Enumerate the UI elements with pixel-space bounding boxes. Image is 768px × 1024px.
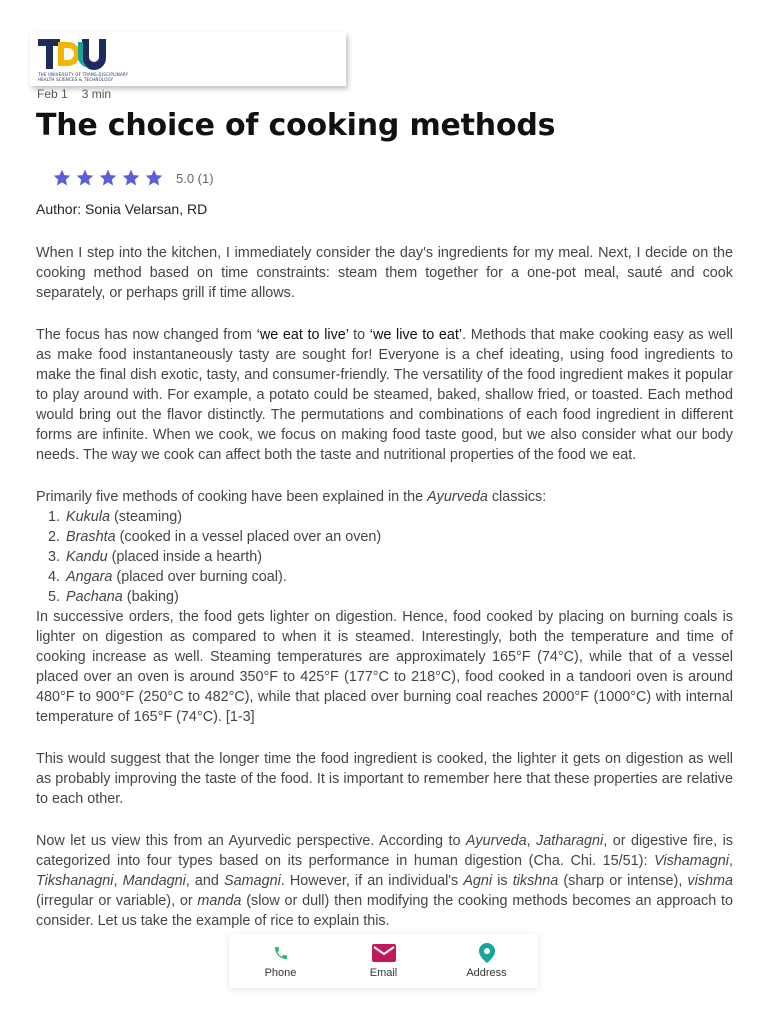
contact-action-bar: [229, 934, 538, 988]
list-item: 1. Kukula (steaming): [64, 507, 733, 527]
post-author: Author: Sonia Velarsan, RD: [36, 201, 208, 217]
star-icon[interactable]: [121, 168, 141, 188]
logo-tagline-1: THE UNIVERSITY OF TRANS-DISCIPLINARY: [38, 72, 129, 77]
article-body: [36, 243, 733, 953]
star-icon[interactable]: [98, 168, 118, 188]
list-item: 5. Pachana (baking): [64, 587, 733, 607]
paragraph-temperatures: In successive orders, the food gets lighter on digestion. Hence, food cooked by placing on burning coals is lighter on digestion as compared to when it is steamed. Interestingly, both the temperature and time of cooking increase as well. Steaming temperatures are approximately 165°F (74°C), while that of a vessel placed over an oven is around 350°F to 425°F (177°C to 218°C), food cooked in a tandoori oven is around 480°F to 900°F (250°C to 482°C), while that placed over burning coal reaches 2000°F (1000°C) with internal temperature of 165°F (74°C). [1-3]: [36, 609, 733, 725]
paragraph-methods-intro: Primarily five methods of cooking have been explained in the Ayurveda classics:: [36, 489, 547, 505]
post-title: The choice of cooking methods: [36, 108, 556, 143]
email-button[interactable]: [339, 943, 429, 979]
logo-tagline-2: HEALTH SCIENCES & TECHNOLOGY: [38, 77, 114, 82]
address-label: Address: [466, 967, 507, 979]
paragraph-ayurveda: Now let us view this from an Ayurvedic perspective. According to Ayurveda, Jatharagni, or digestive fire, is categorized into four types based on its performance in human digestion (Cha. Chi. 15/51): Vishamagni, Tikshanagni, Mandagni, and Samagni. However, if an individual's Agni is tikshna (sharp or intense), vishma (irregular or variable), or manda (slow or dull) then modifying the cooking methods becomes an approach to consider. Let us take the example of rice to explain this.: [36, 833, 734, 929]
quote-eat-to-live: ‘we eat to live’: [256, 327, 349, 343]
star-icon[interactable]: [144, 168, 164, 188]
list-item: 2. Brashta (cooked in a vessel placed over an oven): [64, 527, 733, 547]
tdu-logo: [38, 38, 112, 70]
paragraph-intro: When I step into the kitchen, I immediately consider the day's ingredients for my meal. Next, I decide on the cooking method based on time constraints: steam them together for a one-pot meal, sauté and cook separately, or perhaps grill if time allows.: [36, 245, 733, 301]
paragraph-digestion: This would suggest that the longer time the food ingredient is cooked, the lighter it gets on digestion as well as probably improving the taste of the food. It is important to remember here that these properties are relative to each other.: [36, 751, 733, 807]
cooking-methods-list: [36, 507, 733, 607]
email-label: Email: [369, 967, 398, 979]
phone-button[interactable]: [236, 943, 326, 979]
address-button[interactable]: [442, 943, 532, 979]
map-pin-icon: [479, 943, 495, 963]
star-icon[interactable]: [75, 168, 95, 188]
paragraph-focus: The focus has now changed from ‘we eat to live’ to ‘we live to eat’. Methods that make cooking easy as well as make food instantaneously tasty are sought for! Everyone is a chef ideating, using food ingredients to make the final dish exotic, tasty, and consumer-friendly. The versatility of the food ingredient makes it popular to play around with. For example, a potato could be steamed, baked, shallow fried, or toasted. Each method would bring out the flavor distinctly. The permutations and combinations of each food ingredient in different forms are infinite. When we cook, we focus on making food taste good, but we also consider what our body needs. The way we cook can affect both the taste and nutritional properties of the food we eat.: [36, 327, 733, 463]
post-rating[interactable]: [52, 168, 214, 188]
star-icon[interactable]: [52, 168, 72, 188]
rating-text: 5.0 (1): [176, 170, 214, 186]
phone-label: Phone: [264, 967, 297, 979]
rating-stars[interactable]: [52, 168, 164, 188]
read-time: 3 min: [81, 87, 112, 101]
list-item: 4. Angara (placed over burning coal).: [64, 567, 733, 587]
list-item: 3. Kandu (placed inside a hearth): [64, 547, 733, 567]
envelope-icon: [372, 943, 396, 963]
site-logo-card[interactable]: [30, 32, 346, 86]
phone-icon: [273, 943, 289, 963]
post-meta: [37, 87, 111, 101]
quote-live-to-eat: ‘we live to eat’: [369, 327, 463, 343]
post-date: Feb 1: [37, 87, 68, 101]
